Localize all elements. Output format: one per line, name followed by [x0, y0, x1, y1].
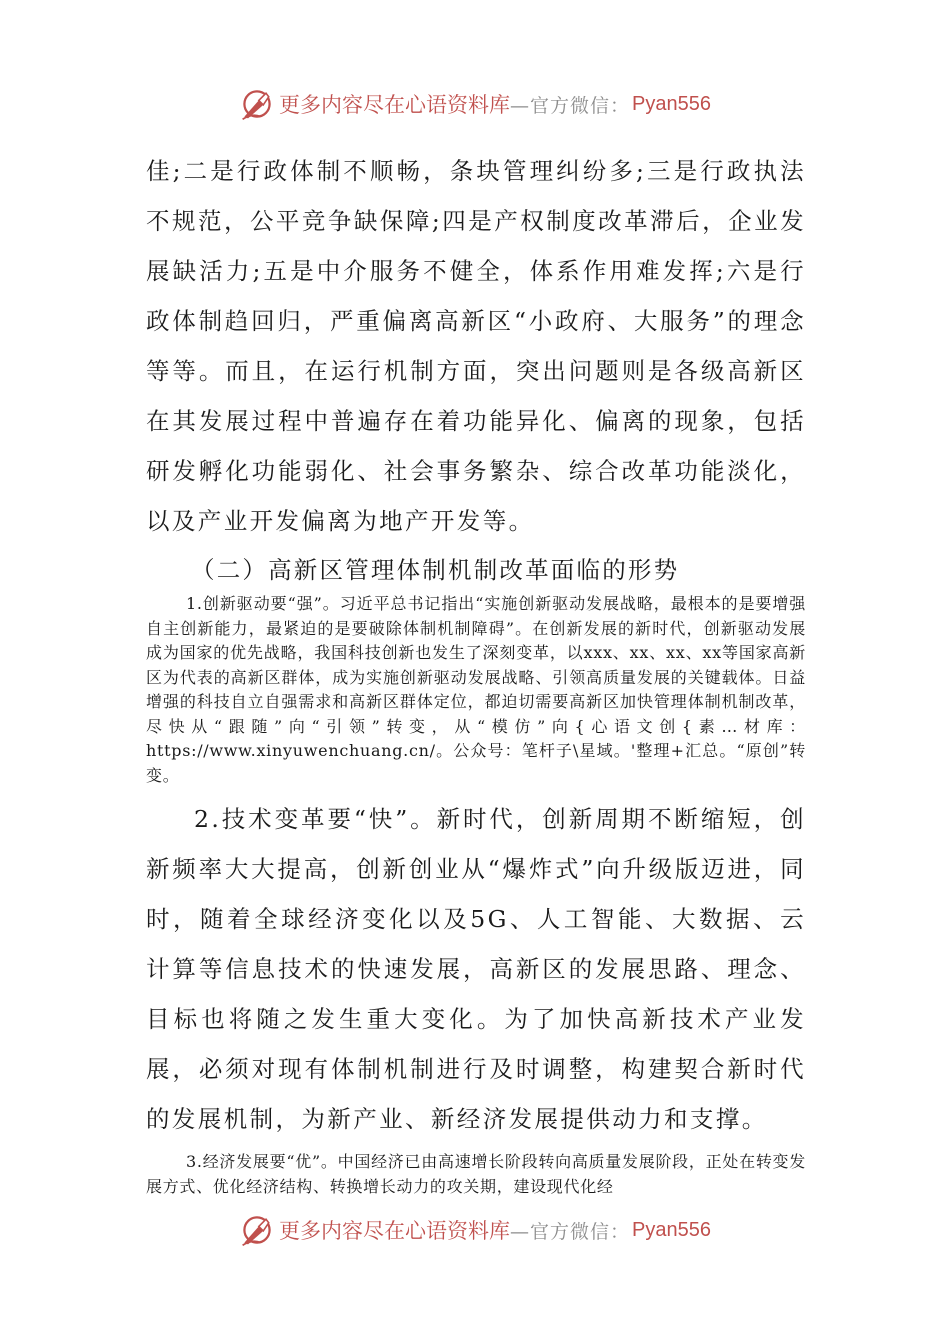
paragraph-economy: 3.经济发展要“优”。中国经济已由高速增长阶段转向高质量发展阶段，正处在转变发展方式、优化经济结构、转换增长动力的攻关期，建设现代化经	[146, 1152, 806, 1196]
banner-wechat-id: Pyan556	[632, 92, 711, 115]
banner-lead-text: 更多内容尽在心语资料库	[279, 93, 510, 117]
banner-lead-text: 更多内容尽在心语资料库	[279, 1219, 510, 1243]
banner-wechat-label: —官方微信：	[510, 94, 631, 117]
paragraph-technology: 2.技术变革要“快”。新时代，创新周期不断缩短，创新频率大大提高，创新创业从“爆炸式”向升级版迈进，同时，随着全球经济变化以及5G、人工智能、大数据、云计算等信息技术的快速发展，高新区的发展思路、理念、目标也将随之发生重大变化。为了加快高新技术产业发展，必须对现有体制机制进行及时调整，构建契合新时代的发展机制，为新产业、新经济发展提供动力和支撑。	[146, 805, 806, 1133]
paragraph-innovation: 1.创新驱动要“强”。习近平总书记指出“实施创新驱动发展战略，最根本的是要增强自主创新能力，最紧迫的是要破除体制机制障碍”。在创新发展的新时代，创新驱动发展成为国家的优先战略，我国科技创新也发生了深刻变革，以xxx、xx、xx、xx等国家高新区为代表的高新区群体，成为实施创新驱动发展战略、引领高质量发展的关键载体。日益增强的科技自立自强需求和高新区群体定位，都迫切需要高新区加快管理体制机制改革，尽快从“跟随”向“引领”转变，从“模仿”向{心语文创{素…材库：https://www.xinyuwenchuang.cn/。公众号：笔杆子\星域。'整理+汇总。“原创”转变。	[146, 594, 806, 785]
section-heading: （二）高新区管理体制机制改革面临的形势	[191, 556, 680, 584]
document-body	[146, 146, 806, 1199]
header-banner	[0, 84, 950, 124]
banner-wechat-id: Pyan556	[632, 1218, 711, 1241]
pen-nib-logo-icon	[239, 86, 275, 122]
footer-banner	[0, 1210, 950, 1250]
banner-wechat-label: —官方微信：	[510, 1220, 631, 1243]
pen-nib-logo-icon	[239, 1212, 275, 1248]
paragraph-problems: 佳;二是行政体制不顺畅，条块管理纠纷多;三是行政执法不规范，公平竞争缺保障;四是产权制度改革滞后，企业发展缺活力;五是中介服务不健全，体系作用难发挥;六是行政体制趋回归，严重偏离高新区“小政府、大服务”的理念等等。而且，在运行机制方面，突出问题则是各级高新区在其发展过程中普遍存在着功能异化、偏离的现象，包括研发孵化功能弱化、社会事务繁杂、综合改革功能淡化，以及产业开发偏离为地产开发等。	[146, 157, 806, 535]
